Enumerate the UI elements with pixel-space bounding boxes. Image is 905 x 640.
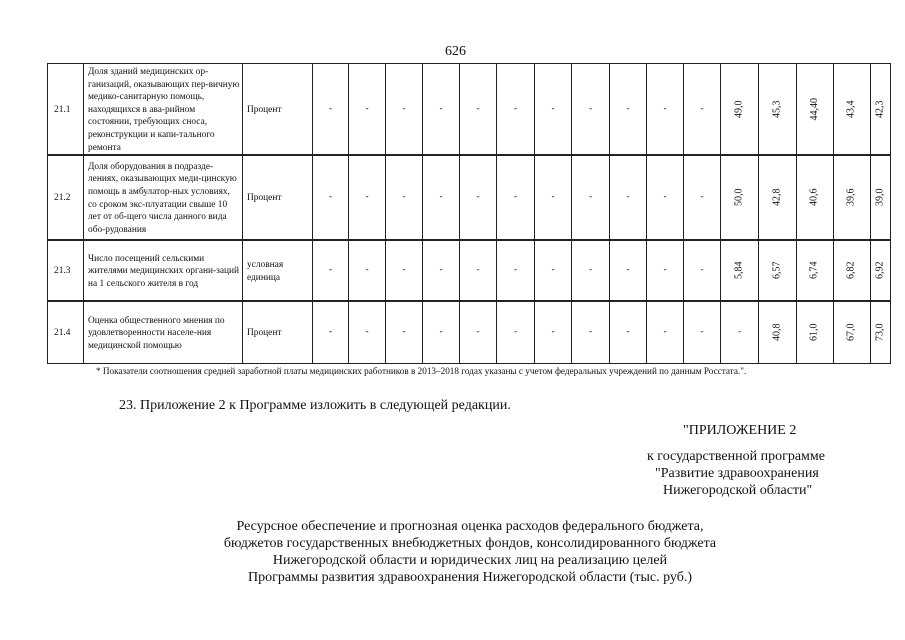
- dash-cell: -: [313, 240, 349, 301]
- dash-cell: -: [647, 240, 684, 301]
- dash-cell: -: [313, 64, 349, 156]
- appendix-line: Нижегородской области": [663, 483, 813, 498]
- indicator-name: Оценка общественного мнения по удовлетворенности населе-ния медицинской помощью: [84, 301, 243, 363]
- value-text: 6,74: [808, 261, 820, 280]
- value-text: 39,6: [845, 188, 857, 207]
- value-cell: [834, 240, 871, 301]
- dash-cell: -: [497, 240, 535, 301]
- value-cell: [759, 301, 797, 363]
- value-cell: [834, 155, 871, 240]
- value-text: 39,0: [874, 188, 886, 207]
- unit-cell: Процент: [243, 155, 313, 240]
- dash-cell: -: [535, 240, 572, 301]
- value-cell: [759, 240, 797, 301]
- appendix-line: "Развитие здравоохранения: [655, 466, 819, 481]
- indicators-table: [47, 63, 891, 364]
- value-text: 61,0: [808, 323, 820, 342]
- appendix-title: "ПРИЛОЖЕНИЕ 2: [683, 423, 797, 438]
- dash-cell: -: [349, 155, 386, 240]
- dash-cell: -: [497, 301, 535, 363]
- value-cell: [871, 301, 891, 363]
- dash-cell: -: [460, 64, 497, 156]
- value-text: 45,3: [771, 100, 783, 118]
- document-title-line: бюджетов государственных внебюджетных фондов, консолидированного бюджета: [223, 536, 717, 551]
- dash-cell: -: [610, 240, 647, 301]
- dash-cell: -: [497, 64, 535, 156]
- dash-cell: -: [313, 155, 349, 240]
- document-title-line: Программы развития здравоохранения Нижегородской области (тыс. руб.): [247, 570, 693, 585]
- dash-cell: -: [721, 301, 759, 363]
- value-cell: [797, 155, 834, 240]
- indicator-name: Число посещений сельскими жителями медицинских органи-заций на 1 сельского жителя в год: [84, 240, 243, 301]
- value-text: 5,84: [733, 261, 745, 280]
- value-text: 44,40: [808, 97, 820, 121]
- page-number: 626: [445, 44, 466, 59]
- dash-cell: -: [386, 64, 423, 156]
- dash-cell: -: [497, 155, 535, 240]
- value-cell: [871, 155, 891, 240]
- value-text: 42,8: [771, 188, 783, 207]
- value-text: 42,3: [874, 100, 886, 118]
- dash-cell: -: [684, 64, 721, 156]
- dash-cell: -: [423, 155, 460, 240]
- dash-cell: -: [349, 64, 386, 156]
- dash-cell: -: [647, 64, 684, 156]
- row-number: 21.1: [48, 64, 84, 156]
- dash-cell: -: [572, 155, 610, 240]
- table-row: [48, 240, 891, 301]
- dash-cell: -: [535, 155, 572, 240]
- value-cell: [721, 240, 759, 301]
- value-cell: [871, 240, 891, 301]
- value-text: 49,0: [733, 100, 745, 118]
- value-text: 40,6: [808, 188, 820, 207]
- dash-cell: -: [460, 155, 497, 240]
- value-cell: [797, 240, 834, 301]
- item-23-text: 23. Приложение 2 к Программе изложить в следующей редакции.: [119, 398, 511, 413]
- dash-cell: -: [386, 301, 423, 363]
- value-text: 6,82: [845, 261, 857, 280]
- dash-cell: -: [460, 301, 497, 363]
- unit-cell: Процент: [243, 64, 313, 156]
- dash-cell: -: [313, 301, 349, 363]
- row-number: 21.4: [48, 301, 84, 363]
- table-row: [48, 64, 891, 156]
- dash-cell: -: [535, 64, 572, 156]
- value-text: 50,0: [733, 188, 745, 207]
- value-cell: [834, 301, 871, 363]
- dash-cell: -: [423, 240, 460, 301]
- value-cell: [759, 155, 797, 240]
- dash-cell: -: [572, 240, 610, 301]
- value-text: 67,0: [845, 323, 857, 342]
- dash-cell: -: [684, 240, 721, 301]
- dash-cell: -: [610, 155, 647, 240]
- document-title-line: Ресурсное обеспечение и прогнозная оценка расходов федерального бюджета,: [236, 519, 704, 534]
- value-text: 73,0: [874, 323, 886, 342]
- appendix-line: к государственной программе: [647, 449, 825, 464]
- value-cell: [759, 64, 797, 156]
- row-number: 21.2: [48, 155, 84, 240]
- dash-cell: -: [572, 301, 610, 363]
- value-cell: [797, 301, 834, 363]
- indicator-name: Доля оборудования в подразде-лениях, оказывающих меди-цинскую помощь в амбулатор-ных условиях, со сроком экс-плуатации свыше 10 лет от об-щего числа данного вида обо-рудования: [84, 155, 243, 240]
- value-cell: [834, 64, 871, 156]
- dash-cell: -: [610, 64, 647, 156]
- dash-cell: -: [684, 301, 721, 363]
- table-row: [48, 155, 891, 240]
- row-number: 21.3: [48, 240, 84, 301]
- value-text: 6,57: [771, 261, 783, 280]
- dash-cell: -: [647, 301, 684, 363]
- dash-cell: -: [349, 240, 386, 301]
- value-cell: [721, 155, 759, 240]
- value-text: 40,8: [771, 323, 783, 342]
- dash-cell: -: [386, 155, 423, 240]
- value-cell: [871, 64, 891, 156]
- dash-cell: -: [647, 155, 684, 240]
- dash-cell: -: [460, 240, 497, 301]
- dash-cell: -: [684, 155, 721, 240]
- dash-cell: -: [349, 301, 386, 363]
- value-cell: [721, 64, 759, 156]
- value-cell: [797, 64, 834, 156]
- indicator-name: Доля зданий медицинских ор-ганизаций, оказывающих пер-вичную медико-санитарную помощь, находящихся в ава-рийном состоянии, требующих сноса, реконструкции и капи-тального ремонта: [84, 64, 243, 156]
- footnote: * Показатели соотношения средней заработной платы медицинских работников в 2013–2018 годах указаны с учетом федеральных учреждений по данным Росстата.".: [96, 366, 747, 376]
- unit-cell: Процент: [243, 301, 313, 363]
- dash-cell: -: [386, 240, 423, 301]
- table-row: [48, 301, 891, 363]
- dash-cell: -: [423, 301, 460, 363]
- dash-cell: -: [610, 301, 647, 363]
- dash-cell: -: [535, 301, 572, 363]
- dash-cell: -: [423, 64, 460, 156]
- unit-cell: условная единица: [243, 240, 313, 301]
- dash-cell: -: [572, 64, 610, 156]
- value-text: 43,4: [845, 100, 857, 118]
- value-text: 6,92: [874, 261, 886, 280]
- document-title-line: Нижегородской области и юридических лиц на реализацию целей: [272, 553, 668, 568]
